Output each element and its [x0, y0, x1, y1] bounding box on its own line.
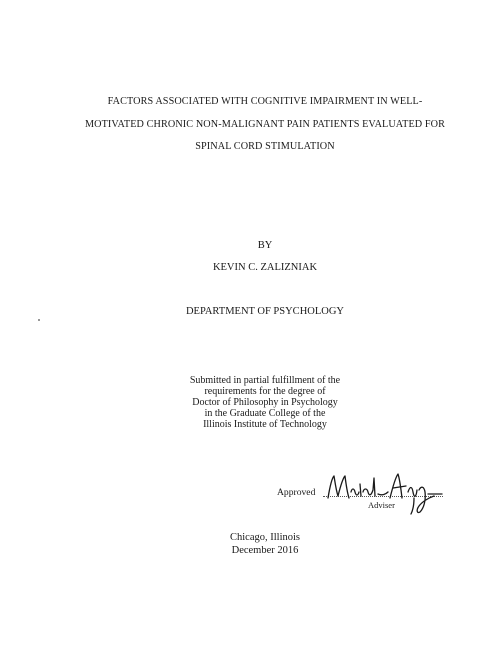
approved-label: Approved [277, 487, 316, 498]
submission-line-5: Illinois Institute of Technology [203, 419, 327, 430]
location: Chicago, Illinois [230, 532, 300, 543]
adviser-label: Adviser [368, 500, 395, 510]
author-name: KEVIN C. ZALIZNIAK [212, 262, 318, 273]
submission-line-3: Doctor of Philosophy in Psychology [192, 397, 338, 408]
submission-date: December 2016 [231, 545, 299, 556]
title-line-3: SPINAL CORD STIMULATION [195, 141, 335, 152]
submission-line-2: requirements for the degree of [204, 386, 326, 397]
title-line-2: MOTIVATED CHRONIC NON-MALIGNANT PAIN PATIENTS EVALUATED FOR [84, 119, 446, 130]
department-name: DEPARTMENT OF PSYCHOLOGY [185, 306, 345, 317]
title-line-1: FACTORS ASSOCIATED WITH COGNITIVE IMPAIRMENT IN WELL- [107, 96, 423, 107]
submission-statement [0, 375, 500, 430]
submission-line-4: in the Graduate College of the [204, 408, 326, 419]
by-label: BY [257, 240, 273, 251]
scan-speck [38, 319, 40, 321]
submission-line-1: Submitted in partial fulfillment of the [189, 375, 341, 386]
